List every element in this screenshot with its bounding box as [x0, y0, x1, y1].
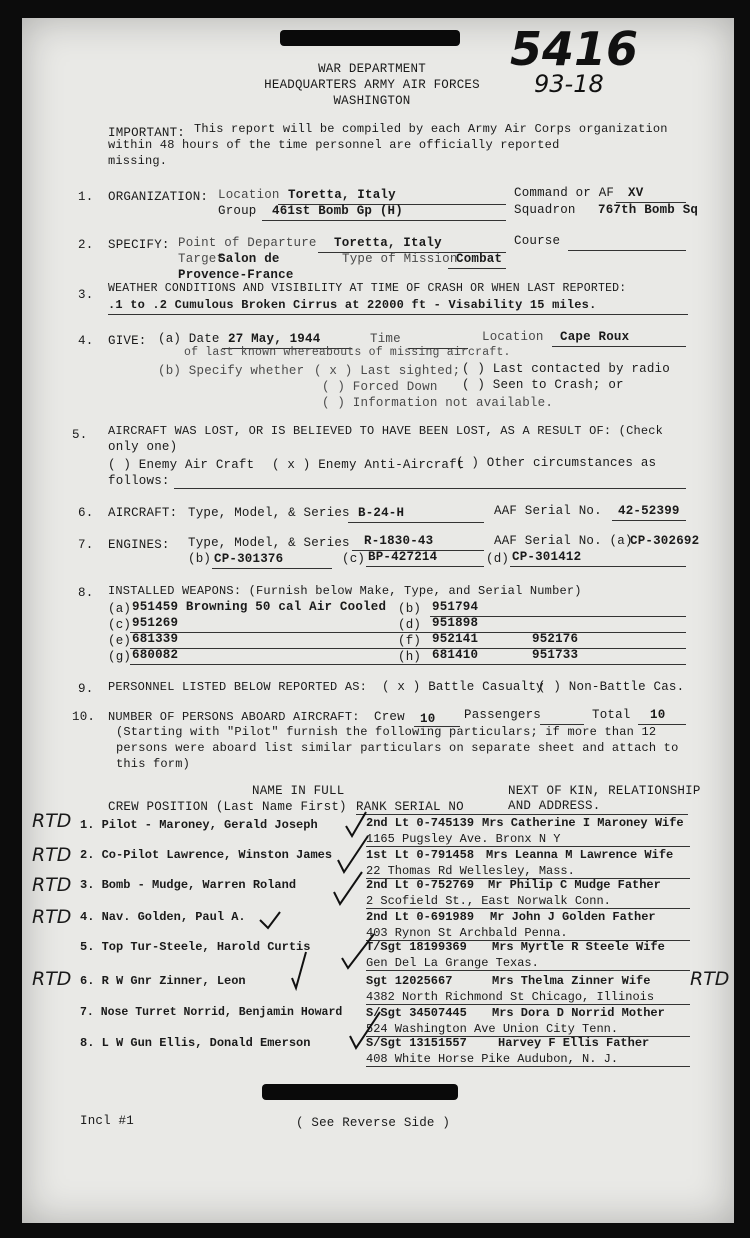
item10-total: 10 [650, 708, 666, 722]
weapon-row4-rule [130, 664, 686, 665]
crew-right-rtd: RTD [690, 968, 730, 990]
check-marks [242, 808, 392, 1058]
weapon-f: 952141 [432, 632, 479, 646]
check-mark-7 [350, 1012, 380, 1048]
item6-serial-rule [612, 520, 686, 521]
header-line2: HEADQUARTERS ARMY AIR FORCES [264, 78, 480, 92]
item7-type: R-1830-43 [364, 534, 434, 548]
item7-label: ENGINES: [108, 538, 170, 552]
item7-engine-c: BP-427214 [368, 550, 438, 564]
crew-row7-entry: 7. Nose Turret Norrid, Benjamin Howard [80, 1006, 343, 1019]
crew-row1-rule [366, 846, 690, 847]
crew-row2-rtd: RTD [32, 844, 72, 866]
item4-location-label: Location [482, 330, 544, 344]
item4-time-label: Time [370, 332, 401, 346]
item5-line2: only one) [108, 440, 178, 454]
item2-number: 2. [78, 238, 94, 252]
item6-type-rule [348, 522, 484, 523]
crew-row3-entry: 3. Bomb - Mudge, Warren Roland [80, 878, 297, 892]
item8-number: 8. [78, 586, 94, 600]
item9-non-battle: ( ) Non-Battle Cas. [538, 680, 685, 694]
item6-type-label: Type, Model, & Series [188, 506, 350, 520]
item7-c-label: (c) [342, 552, 366, 566]
item7-d-label: (d) [486, 552, 510, 566]
crew-row4-rank: 2nd Lt 0-691989 [366, 910, 475, 924]
crew-header-rank: RANK SERIAL NO [356, 800, 464, 814]
weapon-h-extra: 951733 [532, 648, 579, 662]
header-line3: WASHINGTON [333, 94, 411, 108]
weapon-b: 951794 [432, 600, 479, 614]
item6-type: B-24-H [358, 506, 405, 520]
item10-line3: persons were aboard list similar particulars on separate sheet and attach to [116, 741, 679, 755]
crew-row6-kin: Mrs Thelma Zinner Wife [492, 974, 651, 988]
item3-number: 3. [78, 288, 94, 302]
item1-group: 461st Bomb Gp (H) [272, 204, 403, 218]
item10-crew: 10 [420, 712, 436, 726]
crew-row4-kin: Mr John J Golden Father [490, 910, 656, 924]
item3-label: WEATHER CONDITIONS AND VISIBILITY AT TIME OF CRASH OR WHEN LAST REPORTED: [108, 282, 627, 295]
item1-command-label: Command or AF [514, 186, 615, 200]
crew-row1-address: 1165 Pugsley Ave. Bronx N Y [366, 832, 561, 846]
weapon-h-letter: (h) [398, 650, 422, 664]
item10-line2: (Starting with "Pilot" furnish the following particulars; if more than 12 [116, 725, 657, 739]
crew-row3-rank: 2nd Lt 0-752769 [366, 878, 475, 892]
crew-header-name: NAME IN FULL [252, 784, 345, 798]
weapon-f-letter: (f) [398, 634, 422, 648]
item3-value: .1 to .2 Cumulous Broken Cirrus at 22000 ft - Visability 15 miles. [108, 298, 597, 312]
item2-mission-rule [448, 268, 506, 269]
item4-number: 4. [78, 334, 94, 348]
crew-row6-rtd: RTD [32, 968, 72, 990]
crew-header-position: CREW POSITION (Last Name First) [108, 800, 347, 814]
crew-row1-kin: Mrs Catherine I Maroney Wife [482, 816, 684, 830]
item2-mission-label: Type of Mission [342, 252, 458, 266]
item6-label: AIRCRAFT: [108, 506, 178, 520]
item4-opt-not-available: ( ) Information not available. [322, 396, 554, 410]
item6-number: 6. [78, 506, 94, 520]
check-mark-2 [338, 836, 368, 872]
item10-crew-label: Crew [374, 710, 405, 724]
item7-engine-a: CP-302692 [630, 534, 700, 548]
item9-number: 9. [78, 682, 94, 696]
crew-header-address: AND ADDRESS. [508, 799, 601, 813]
redaction-bar-top [280, 30, 460, 46]
crew-row5-rule [366, 970, 690, 971]
crew-row5-kin: Mrs Myrtle R Steele Wife [492, 940, 665, 954]
item9-label: PERSONNEL LISTED BELOW REPORTED AS: [108, 680, 368, 694]
item4-label: GIVE: [108, 334, 147, 348]
crew-row1-rtd: RTD [32, 810, 72, 832]
item7-engine-b: CP-301376 [214, 552, 284, 566]
item1-group-rule [262, 220, 506, 221]
handwritten-number: 5416 [510, 22, 639, 76]
item4-line2: of last known whereabouts of missing aircraft. [184, 346, 511, 359]
item5-number: 5. [72, 428, 88, 442]
weapon-a-letter: (a) [108, 602, 132, 616]
check-mark-3 [334, 872, 362, 904]
weapon-a: 951459 Browning 50 cal Air Cooled [132, 600, 387, 614]
weapon-c-letter: (c) [108, 618, 132, 632]
crew-row2-kin: Mrs Leanna M Lawrence Wife [486, 848, 674, 862]
weapon-f-extra: 952176 [532, 632, 579, 646]
weapon-e-letter: (e) [108, 634, 132, 648]
item4-date: 27 May, 1944 [228, 332, 321, 346]
item1-squadron: 767th Bomb Sq [598, 203, 699, 217]
footer-see-reverse: ( See Reverse Side ) [296, 1116, 451, 1130]
item7-d-rule [510, 566, 686, 567]
item7-b-label: (b) [188, 552, 212, 566]
crew-row8-kin: Harvey F Ellis Father [498, 1036, 650, 1050]
crew-row2-entry: 2. Co-Pilot Lawrence, Winston James [80, 848, 333, 862]
item6-serial-label: AAF Serial No. [494, 504, 602, 518]
item2-label: SPECIFY: [108, 238, 170, 252]
item1-location: Toretta, Italy [288, 188, 396, 202]
item7-type-label: Type, Model, & Series [188, 536, 350, 550]
crew-row6-entry: 6. R W Gnr Zinner, Leon [80, 974, 246, 988]
crew-header-kin: NEXT OF KIN, RELATIONSHIP [508, 784, 701, 798]
footer-incl: Incl #1 [80, 1114, 134, 1128]
item4-b-label: (b) Specify whether [158, 364, 305, 378]
weapon-row3-rule [130, 648, 686, 649]
item2-course-rule [568, 250, 686, 251]
crew-row4-address: 403 Rynon St Archbald Penna. [366, 926, 568, 940]
crew-row6-rank: Sgt 12025667 [366, 974, 453, 988]
item5-opt-other: ( ) Other circumstances as [456, 456, 657, 470]
item4-opt-seen-crash: ( ) Seen to Crash; or [462, 378, 624, 392]
item5-line1: AIRCRAFT WAS LOST, OR IS BELIEVED TO HAVE BEEN LOST, AS A RESULT OF: (Check [108, 424, 664, 438]
item4-date-label: (a) Date [158, 332, 220, 346]
crew-row1-rank: 2nd Lt 0-745139 [366, 816, 475, 830]
crew-row1-entry: 1. Pilot - Maroney, Gerald Joseph [80, 818, 318, 832]
weapon-h: 681410 [432, 648, 479, 662]
weapon-g-letter: (g) [108, 650, 132, 664]
item8-label: INSTALLED WEAPONS: (Furnish below Make, Type, and Serial Number) [108, 584, 582, 598]
crew-row6-rule [366, 1004, 690, 1005]
item2-course-label: Course [514, 234, 561, 248]
item5-opt-anti-aircraft: ( x ) Enemy Anti-Aircraft [272, 458, 465, 472]
check-mark-6 [292, 952, 306, 988]
check-mark-5 [342, 934, 374, 968]
item4-opt-last-sighted: ( x ) Last sighted; [314, 364, 461, 378]
crew-row4-rtd: RTD [32, 906, 72, 928]
item9-battle-casualty: ( x ) Battle Casualty [382, 680, 544, 694]
item4-location: Cape Roux [560, 330, 630, 344]
crew-row5-address: Gen Del La Grange Texas. [366, 956, 539, 970]
crew-row8-address: 408 White Horse Pike Audubon, N. J. [366, 1052, 619, 1066]
weapon-c: 951269 [132, 616, 179, 630]
crew-row8-entry: 8. L W Gun Ellis, Donald Emerson [80, 1036, 311, 1050]
item10-passengers-label: Passengers [464, 708, 542, 722]
item2-departure: Toretta, Italy [334, 236, 442, 250]
weapon-row2-rule [130, 632, 686, 633]
crew-row7-address: 524 Washington Ave Union City Tenn. [366, 1022, 619, 1036]
item5-follows-rule [174, 488, 686, 489]
item4-opt-forced-down: ( ) Forced Down [322, 380, 438, 394]
check-mark-1 [346, 812, 366, 836]
item7-b-rule [212, 568, 332, 569]
item1-number: 1. [78, 190, 94, 204]
crew-row3-rule [366, 908, 690, 909]
header-line1: WAR DEPARTMENT [318, 62, 426, 76]
item2-target-label: Target [178, 252, 225, 266]
crew-row5-rank: T/Sgt 18199369 [366, 940, 467, 954]
crew-row8-rule [366, 1066, 690, 1067]
item1-label: ORGANIZATION: [108, 190, 209, 204]
item7-serial-label: AAF Serial No. (a) [494, 534, 633, 548]
important-label: IMPORTANT: [108, 126, 186, 140]
item7-number: 7. [78, 538, 94, 552]
redaction-bar-bottom [262, 1084, 458, 1100]
weapon-d-letter: (d) [398, 618, 422, 632]
item10-label: NUMBER OF PERSONS ABOARD AIRCRAFT: [108, 710, 360, 724]
item2-target: Salon de [218, 252, 280, 266]
crew-row3-kin: Mr Philip C Mudge Father [488, 878, 661, 892]
crew-row7-kin: Mrs Dora D Norrid Mother [492, 1006, 665, 1020]
item10-line4: this form) [116, 757, 191, 771]
crew-row7-rank: S/Sgt 34507445 [366, 1006, 467, 1020]
crew-row3-rtd: RTD [32, 874, 72, 896]
item10-number: 10. [72, 710, 96, 724]
document-page [22, 18, 734, 1223]
item5-opt-enemy-aircraft: ( ) Enemy Air Craft [108, 458, 255, 472]
check-mark-4 [260, 912, 280, 928]
item1-location-label: Location [218, 188, 280, 202]
important-line2: within 48 hours of the time personnel are officially reported [108, 138, 560, 152]
item4-opt-radio: ( ) Last contacted by radio [462, 362, 670, 376]
crew-row6-address: 4382 North Richmond St Chicago, Illinois [366, 990, 655, 1004]
handwritten-sub-number: 93-18 [534, 70, 604, 98]
item7-engine-d: CP-301412 [512, 550, 582, 564]
crew-row8-rank: S/Sgt 13151557 [366, 1036, 467, 1050]
crew-row4-entry: 4. Nav. Golden, Paul A. [80, 910, 246, 924]
item10-total-label: Total [592, 708, 631, 722]
item6-serial: 42-52399 [618, 504, 680, 518]
item2-mission: Combat [456, 252, 503, 266]
crew-row5-entry: 5. Top Tur-Steele, Harold Curtis [80, 940, 311, 954]
item1-group-label: Group [218, 204, 257, 218]
item2-target-line2: Provence-France [178, 268, 294, 282]
weapon-g: 680082 [132, 648, 179, 662]
crew-header-rule [356, 814, 688, 815]
crew-row2-rank: 1st Lt 0-791458 [366, 848, 475, 862]
crew-row2-address: 22 Thomas Rd Wellesley, Mass. [366, 864, 575, 878]
item2-departure-label: Point of Departure [178, 236, 317, 250]
weapon-d: 951898 [432, 616, 479, 630]
item1-squadron-label: Squadron [514, 203, 576, 217]
crew-row3-address: 2 Scofield St., East Norwalk Conn. [366, 894, 611, 908]
important-line1: This report will be compiled by each Army Air Corps organization [194, 122, 668, 136]
important-line3: missing. [108, 154, 168, 168]
item3-rule [108, 314, 688, 315]
item1-command: XV [628, 186, 644, 200]
item4-location-rule [552, 346, 686, 347]
weapon-b-letter: (b) [398, 602, 422, 616]
item7-c-rule [366, 566, 484, 567]
weapon-e: 681339 [132, 632, 179, 646]
item5-follows: follows: [108, 474, 170, 488]
